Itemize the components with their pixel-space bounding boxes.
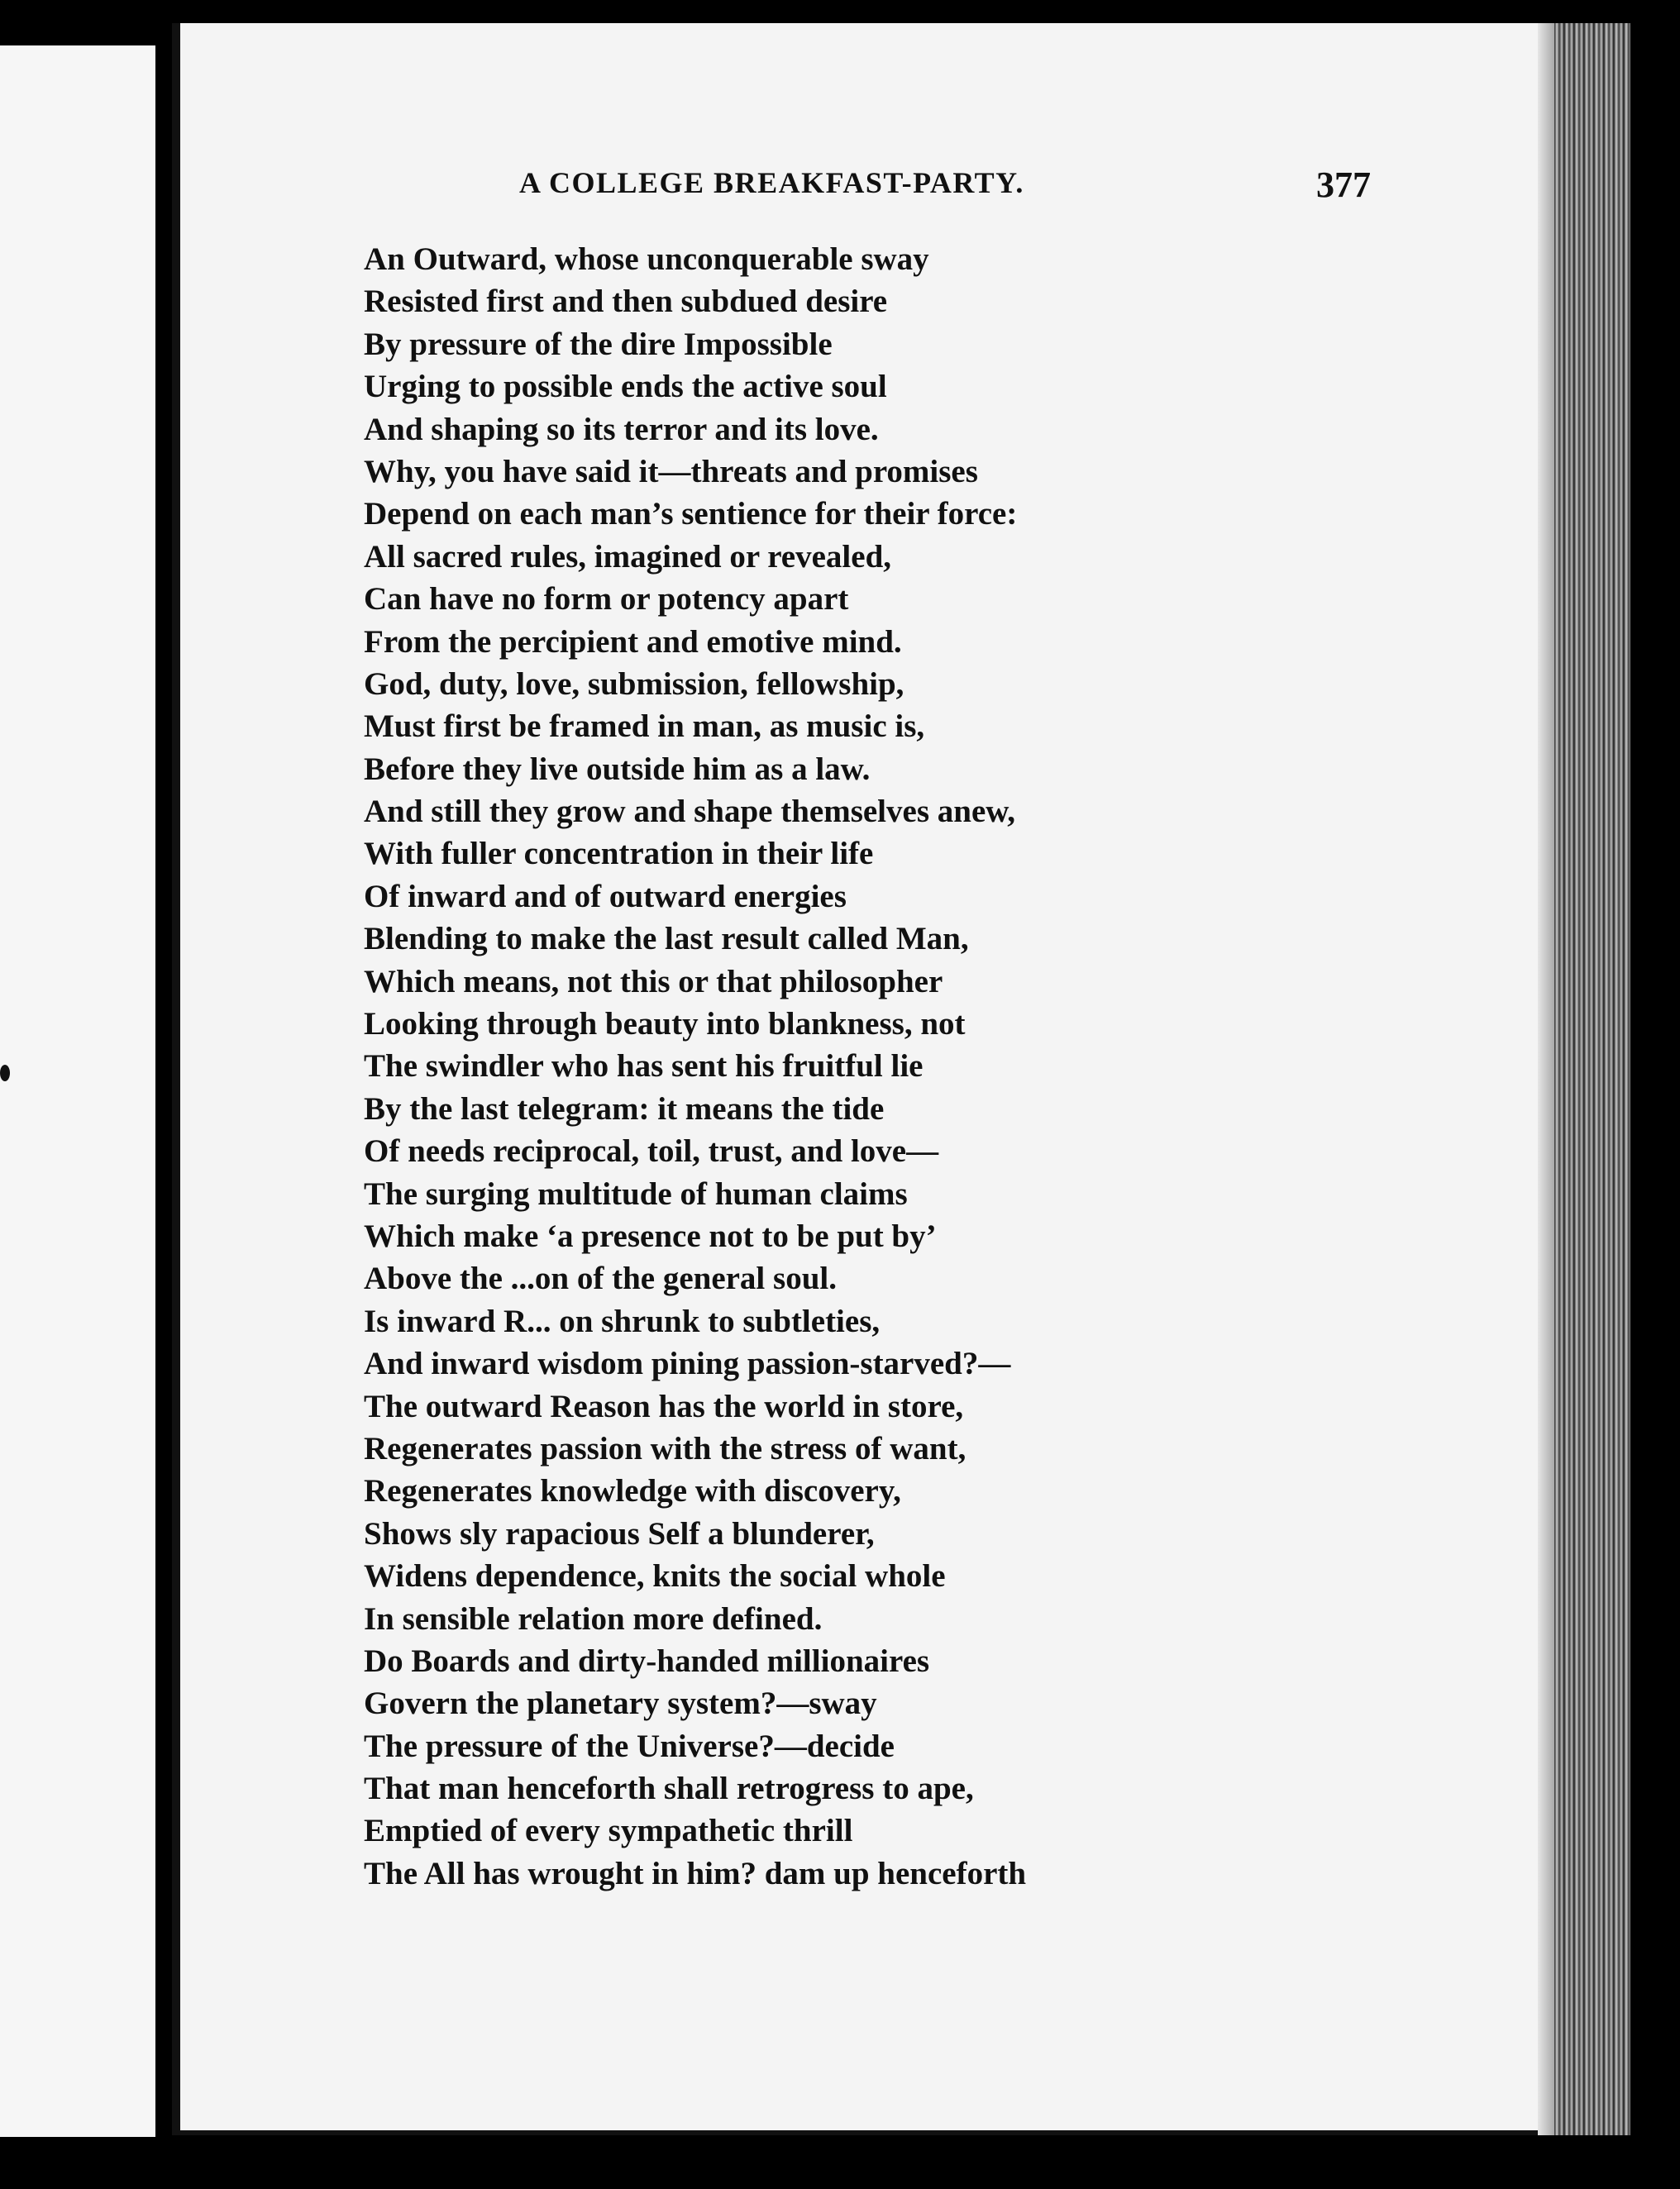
poem-line: The All has wrought in him? dam up henceforth bbox=[364, 1855, 1027, 1891]
poem-line: Of inward and of outward energies bbox=[364, 878, 847, 914]
poem-line: Of needs reciprocal, toil, trust, and love— bbox=[364, 1133, 939, 1170]
poem-line: Can have no form or potency apart bbox=[364, 581, 849, 618]
poem-line: Before they live outside him as a law. bbox=[364, 751, 871, 787]
poem-line: The surging multitude of human claims bbox=[364, 1176, 908, 1212]
poem-line: Blending to make the last result called Man, bbox=[364, 921, 969, 957]
poem-line: Regenerates passion with the stress of want, bbox=[364, 1430, 966, 1466]
poem-line: By pressure of the dire Impossible bbox=[364, 326, 833, 362]
poem-line: Urging to possible ends the active soul bbox=[364, 369, 887, 405]
scan-speck bbox=[0, 1065, 10, 1081]
poem-line: Above the ...on of the general soul. bbox=[364, 1261, 837, 1297]
running-title: A COLLEGE BREAKFAST-PARTY. bbox=[519, 166, 1024, 199]
poem-line: And shaping so its terror and its love. bbox=[364, 411, 879, 447]
page-stack-edge bbox=[1554, 23, 1630, 2135]
poem-line: Which make ‘a presence not to be put by’ bbox=[364, 1218, 937, 1254]
poem-line: In sensible relation more defined. bbox=[364, 1600, 823, 1637]
poem-line: That man henceforth shall retrogress to ape, bbox=[364, 1771, 974, 1807]
poem-line: Govern the planetary system?—sway bbox=[364, 1686, 877, 1722]
poem-line: The swindler who has sent his fruitful lie bbox=[364, 1048, 924, 1085]
poem-line: Emptied of every sympathetic thrill bbox=[364, 1813, 853, 1849]
running-head bbox=[519, 165, 1371, 215]
poem-text bbox=[364, 238, 1439, 1895]
poem-line: Regenerates knowledge with discovery, bbox=[364, 1473, 901, 1509]
poem-line: Which means, not this or that philosopher bbox=[364, 963, 943, 999]
poem-line: With fuller concentration in their life bbox=[364, 836, 874, 872]
poem-line: Widens dependence, knits the social whole bbox=[364, 1558, 946, 1595]
poem-line: All sacred rules, imagined or revealed, bbox=[364, 538, 892, 575]
poem-line: Is inward R... on shrunk to subtleties, bbox=[364, 1303, 881, 1339]
poem-line: Shows sly rapacious Self a blunderer, bbox=[364, 1515, 875, 1552]
poem-line: God, duty, love, submission, fellowship, bbox=[364, 665, 904, 702]
facing-page-edge bbox=[0, 45, 155, 2137]
poem-line: Depend on each man’s sentience for their force: bbox=[364, 496, 1018, 532]
poem-line: Looking through beauty into blankness, not bbox=[364, 1006, 966, 1042]
poem-line: Why, you have said it—threats and promises bbox=[364, 453, 978, 489]
poem-line: Resisted first and then subdued desire bbox=[364, 284, 888, 320]
poem-line: And still they grow and shape themselves anew, bbox=[364, 794, 1016, 830]
poem-line: Must first be framed in man, as music is, bbox=[364, 708, 925, 745]
poem-line: Do Boards and dirty-handed millionaires bbox=[364, 1643, 930, 1679]
poem-line: By the last telegram: it means the tide bbox=[364, 1090, 885, 1127]
poem-line: And inward wisdom pining passion-starved?— bbox=[364, 1346, 1011, 1382]
page-number: 377 bbox=[1316, 165, 1371, 205]
poem-line: An Outward, whose unconquerable sway bbox=[364, 241, 929, 277]
poem-line: The pressure of the Universe?—decide bbox=[364, 1728, 895, 1764]
poem-line: From the percipient and emotive mind. bbox=[364, 623, 902, 660]
poem-line: The outward Reason has the world in store, bbox=[364, 1388, 964, 1424]
